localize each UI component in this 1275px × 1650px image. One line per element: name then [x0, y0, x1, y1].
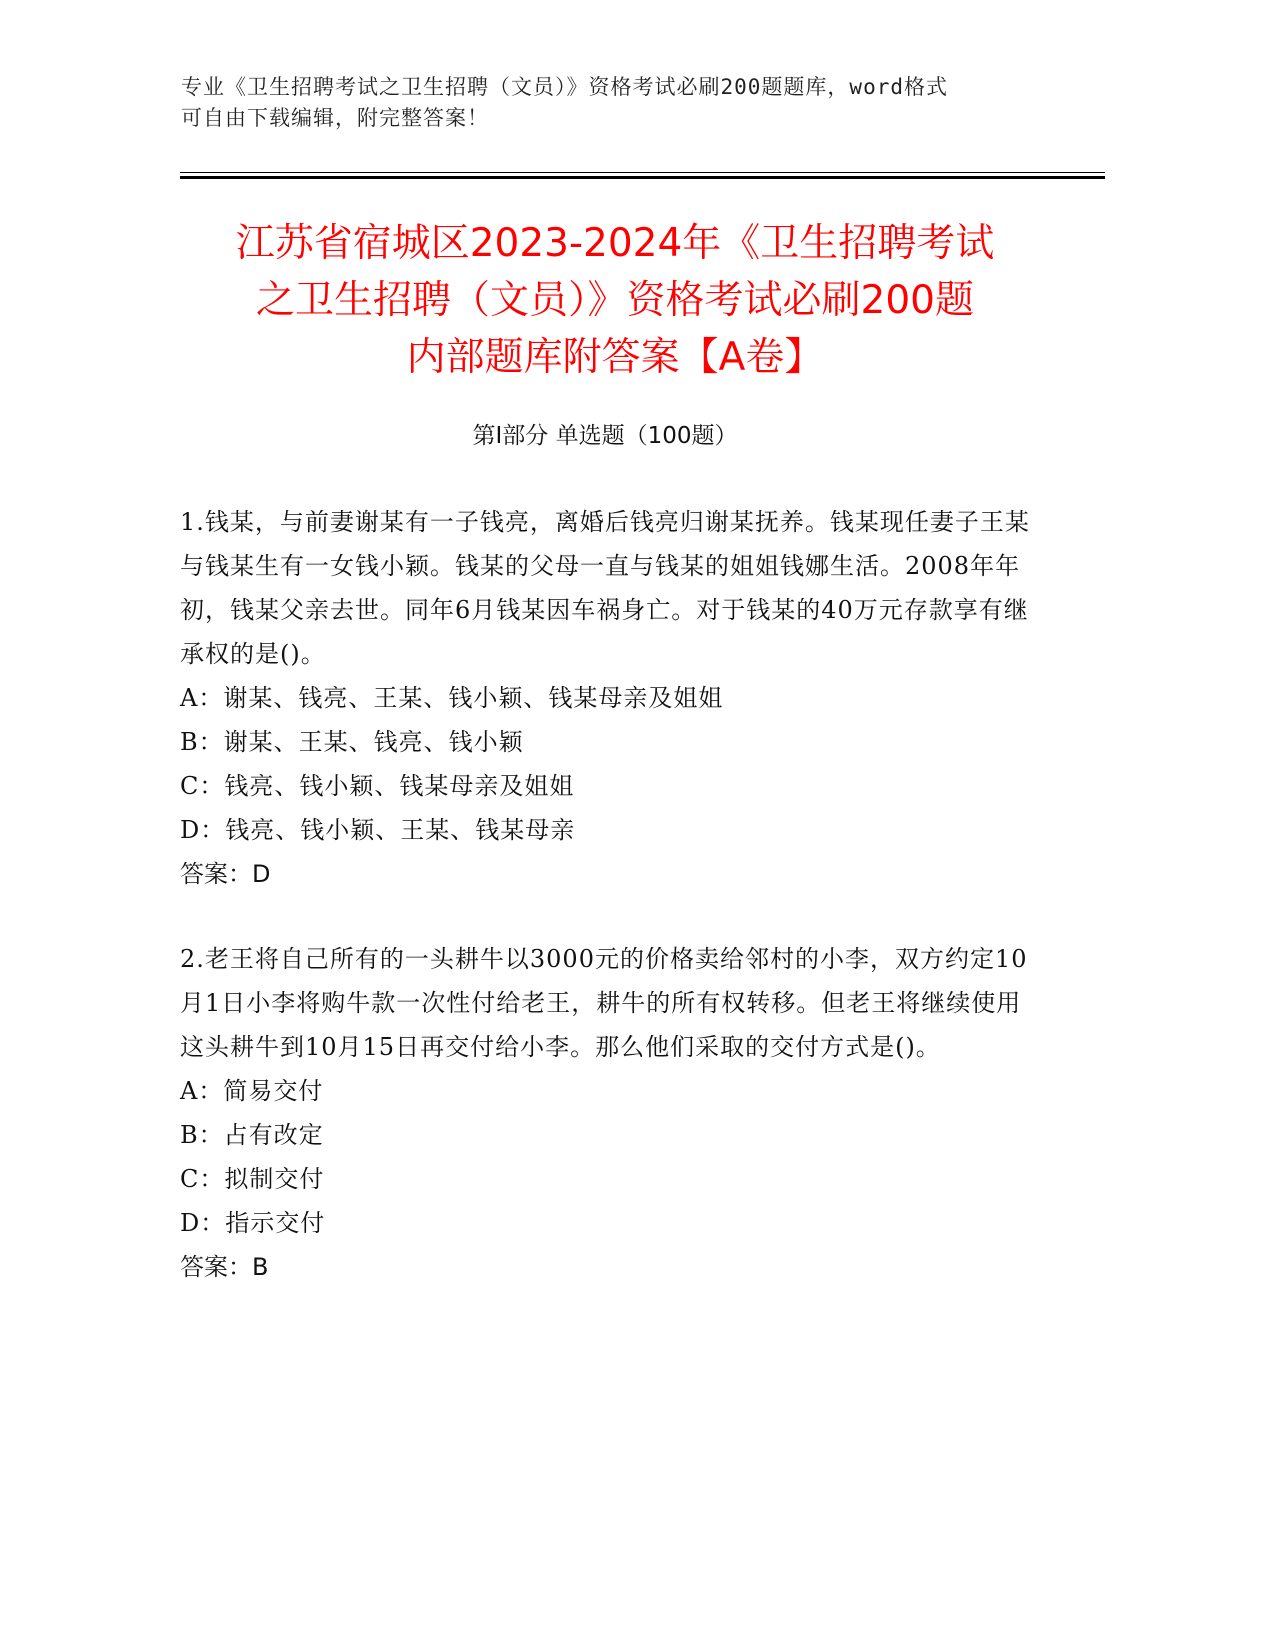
answer-line: 答案：D: [180, 860, 271, 888]
question-1: [180, 500, 1040, 896]
header-note-line-1: 专业《卫生招聘考试之卫生招聘（文员）》资格考试必刷200题题库，word格式: [181, 75, 948, 99]
document-title-line-3: 内部题库附答案【A卷】: [406, 335, 824, 380]
answer-line: 答案：B: [180, 1253, 269, 1281]
question-stem: 1.钱某，与前妻谢某有一子钱亮，离婚后钱亮归谢某抚养。钱某现任妻子王某与钱某生有一女钱小颖。钱某的父母一直与钱某的姐姐钱娜生活。2008年年初，钱某父亲去世。同年6月钱某因车祸身亡。对于钱某的40万元存款享有继承权的是()。: [180, 508, 1030, 668]
option-a: A：简易交付: [180, 1077, 324, 1105]
option-d: D：钱亮、钱小颖、王某、钱某母亲: [180, 816, 576, 844]
question-stem: 2.老王将自己所有的一头耕牛以3000元的价格卖给邻村的小李，双方约定10月1日小李将购牛款一次性付给老王，耕牛的所有权转移。但老王将继续使用这头耕牛到10月15日再交付给小李。那么他们采取的交付方式是()。: [180, 945, 1028, 1061]
option-a: A：谢某、钱亮、王某、钱小颖、钱某母亲及姐姐: [180, 684, 724, 712]
header-note-line-2: 可自由下载编辑，附完整答案！: [181, 106, 489, 130]
option-c: C：拟制交付: [180, 1165, 325, 1193]
document-title-line-2: 之卫生招聘（文员）》资格考试必刷200题: [256, 278, 974, 323]
header-divider-thin: [180, 172, 1105, 173]
header-note: [181, 72, 1031, 134]
option-b: B：占有改定: [180, 1121, 324, 1149]
section-heading: 第Ⅰ部分 单选题（100题）: [472, 423, 738, 449]
document-title-line-1: 江苏省宿城区2023-2024年《卫生招聘考试: [235, 221, 995, 266]
question-2: [180, 937, 1040, 1289]
option-d: D：指示交付: [180, 1209, 326, 1237]
option-b: B：谢某、王某、钱亮、钱小颖: [180, 728, 524, 756]
option-c: C：钱亮、钱小颖、钱某母亲及姐姐: [180, 772, 575, 800]
header-divider-thick: [180, 176, 1105, 179]
document-title: [190, 215, 1040, 386]
